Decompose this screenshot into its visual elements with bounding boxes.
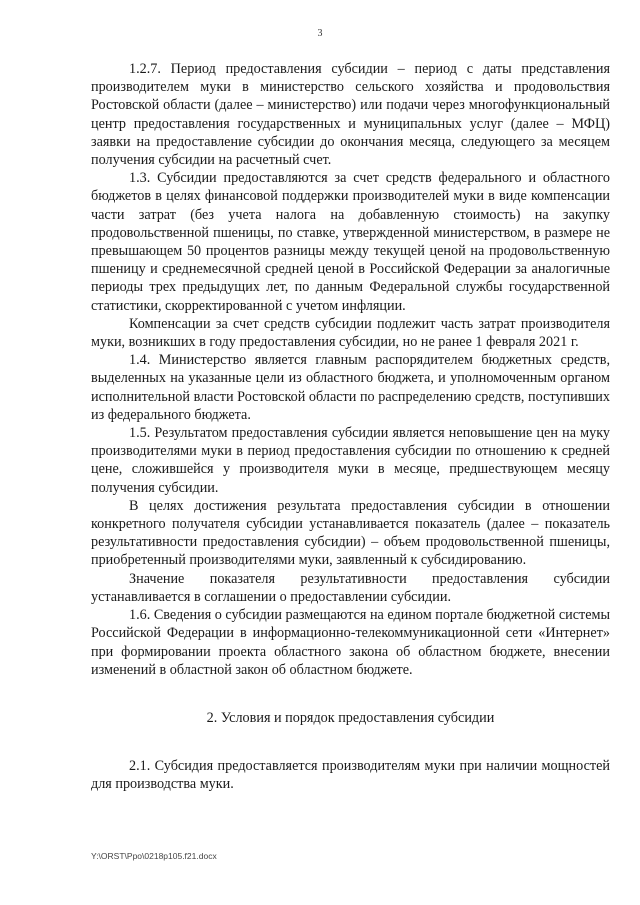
paragraph-1-3: 1.3. Субсидии предоставляются за счет средств федерального и областного бюджетов в целях финансовой поддержки производителей муки в виде компенсации части затрат (без учета налога на добавленную стоимость) на закупку продовольственной пшеницы, по ставке, утвержденной министерством, в размере не превышающем 50 процентов разницы между текущей ценой на продовольственную пшеницу и среднемесячной средней ценой в Российской Федерации за аналогичные периоды трех предыдущих лет, по данным Федеральной службы государственной статистики, скорректированной с учетом инфляции. <box>91 170 610 314</box>
document-body <box>91 60 610 794</box>
page-number: 3 <box>317 28 323 39</box>
paragraph-1-5: 1.5. Результатом предоставления субсидии является неповышение цен на муку производителями муки в период предоставления субсидии по отношению к средней цене, сложившейся у производителя муки в месяце, предшествующем месяцу получения субсидии. <box>91 425 610 496</box>
paragraph-compensation: Компенсации за счет средств субсидии подлежит часть затрат производителя муки, возникших в году предоставления субсидии, но не ранее 1 февраля 2021 г. <box>91 315 610 351</box>
paragraph-indicator: В целях достижения результата предоставления субсидии в отношении конкретного получателя субсидии устанавливается показатель (далее – показатель результативности предоставления субсидии) – объем продовольственной пшеницы, приобретенный производителями муки, заявленный к субсидированию. <box>91 497 610 569</box>
paragraph-1-4: 1.4. Министерство является главным распорядителем бюджетных средств, выделенных на указанные цели из областного бюджета, и уполномоченным органом исполнительной власти Ростовской области по распределению средств, поступивших из федерального бюджета. <box>91 352 610 423</box>
section-heading: 2. Условия и порядок предоставления субсидии <box>206 709 495 726</box>
paragraph-1-2-7: 1.2.7. Период предоставления субсидии – период с даты представления производителем муки в министерство сельского хозяйства и продовольствия Ростовской области (далее – министерство) или подачи через многофункциональный центр предоставления государственных и муниципальных услуг (далее – МФЦ) заявки на предоставление субсидии до окончания месяца, следующего за месяцем получения субсидии на расчетный счет. <box>91 61 610 169</box>
paragraph-1-6: 1.6. Сведения о субсидии размещаются на едином портале бюджетной системы Российской Федерации в информационно-телекоммуникационной сети «Интернет» при формировании проекта областного закона об областном бюджете, внесении изменений в областной закон об областном бюджете. <box>91 607 611 678</box>
paragraph-indicator-value: Значение показателя результативности предоставления субсидии устанавливается в соглашении о предоставлении субсидии. <box>91 570 610 605</box>
file-path-footer: Y:\ORST\Ppo\0218p105.f21.docx <box>91 851 217 861</box>
paragraph-2-1: 2.1. Субсидия предоставляется производителям муки при наличии мощностей для производства муки. <box>91 758 610 793</box>
